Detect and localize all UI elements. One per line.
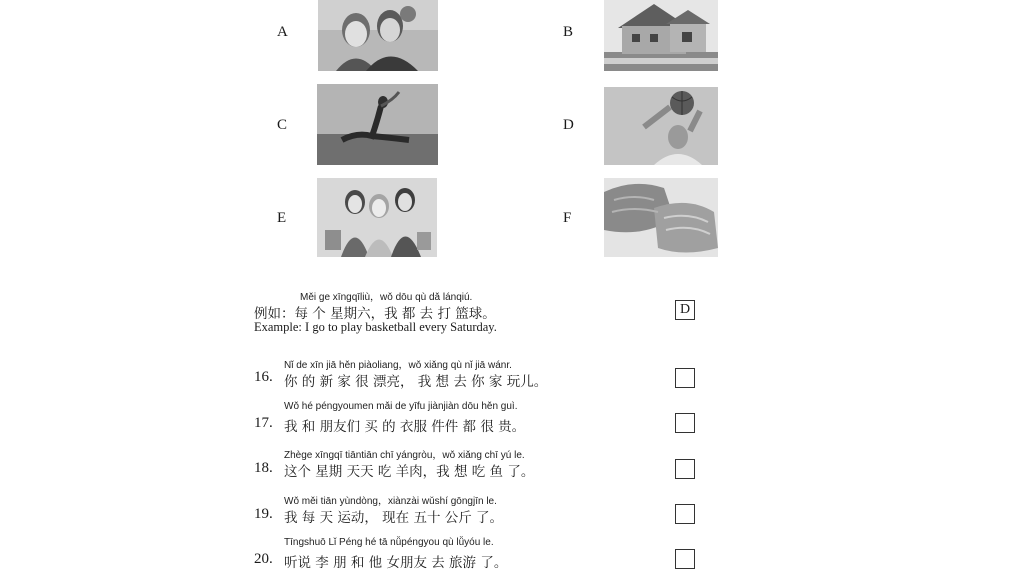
question-20-pinyin: Tīngshuō Lǐ Péng hé tā nǚpéngyou qù lǚyóu le. <box>284 537 494 548</box>
question-17-hanzi: 我 和 朋友们 买 的 衣服 件件 都 很 贵。 <box>284 419 526 435</box>
question-17-answer-box[interactable] <box>675 413 695 433</box>
question-20-number: 20. <box>254 551 273 567</box>
option-letter-d: D <box>563 117 574 133</box>
basketball-player-photo <box>604 87 718 165</box>
question-17-number: 17. <box>254 415 273 431</box>
example-hanzi: 例如：每 个 星期六，我 都 去 打 篮球。 <box>254 306 496 322</box>
question-16-answer-box[interactable] <box>675 368 695 388</box>
shopping-girls-photo <box>317 178 437 257</box>
example-answer-box: D <box>675 300 695 320</box>
question-19-pinyin: Wǒ měi tiān yùndòng，xiànzài wǔshí gōngjīn le. <box>284 496 497 507</box>
question-18-number: 18. <box>254 460 273 476</box>
question-16-hanzi: 你 的 新 家 很 漂亮， 我 想 去 你 家 玩儿。 <box>284 374 548 390</box>
example-english: Example: I go to play basketball every Saturday. <box>254 320 497 334</box>
question-20-hanzi: 听说 李 朋 和 他 女朋友 去 旅游 了。 <box>284 555 508 571</box>
question-19-answer-box[interactable] <box>675 504 695 524</box>
question-17-pinyin: Wǒ hé péngyoumen mǎi de yīfu jiànjiàn dōu hěn guì. <box>284 401 518 412</box>
option-letter-a: A <box>277 24 288 40</box>
raw-fish-photo <box>604 178 718 257</box>
question-16-number: 16. <box>254 369 273 385</box>
question-20-answer-box[interactable] <box>675 549 695 569</box>
option-letter-f: F <box>563 210 572 226</box>
yoga-pose-photo <box>317 84 438 165</box>
smiling-couple-photo <box>318 0 438 71</box>
question-16-pinyin: Nǐ de xīn jiā hěn piàoliang，wǒ xiǎng qù nǐ jiā wánr. <box>284 360 512 371</box>
option-letter-e: E <box>277 210 287 226</box>
question-18-hanzi: 这个 星期 天天 吃 羊肉，我 想 吃 鱼 了。 <box>284 464 535 480</box>
question-18-answer-box[interactable] <box>675 459 695 479</box>
house-photo <box>604 0 718 71</box>
option-letter-b: B <box>563 24 574 40</box>
question-18-pinyin: Zhège xīngqī tiāntiān chī yángròu，wǒ xiǎng chī yú le. <box>284 450 525 461</box>
question-19-hanzi: 我 每 天 运动， 现在 五十 公斤 了。 <box>284 510 504 526</box>
example-pinyin: Měi ge xīngqīliù，wǒ dōu qù dǎ lánqiú. <box>300 292 473 303</box>
question-19-number: 19. <box>254 506 273 522</box>
option-letter-c: C <box>277 117 288 133</box>
